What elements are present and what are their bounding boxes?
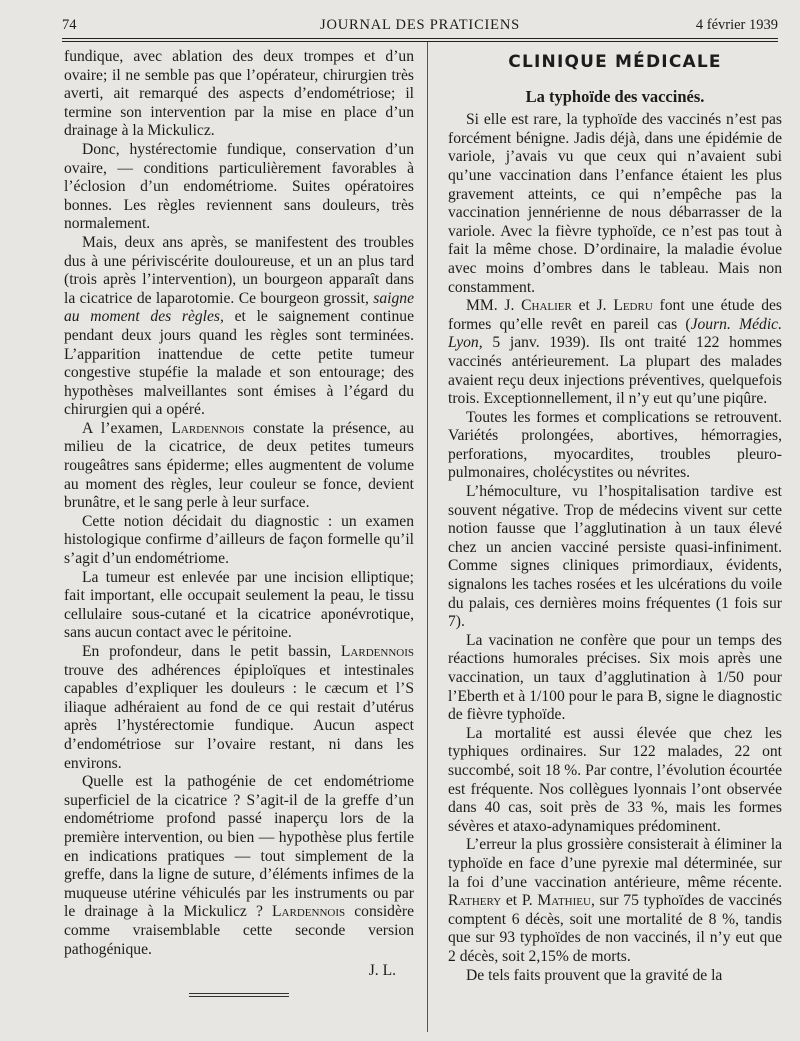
page-header <box>62 17 778 37</box>
paragraph: La vacination ne confère que pour un temps des réactions humorales précises. Six mois après une vaccination, un taux d’agglutination à 1/50 pour l’Eberth et à 1/100 pour le para B, signe le diagnostic de fièvre typhoïde. <box>448 631 782 724</box>
end-rule <box>189 993 289 997</box>
text-run: En profondeur, dans le petit bassin, <box>82 643 341 660</box>
header-rule-thin <box>62 41 778 42</box>
issue-date: 4 février 1939 <box>695 17 778 33</box>
left-column <box>64 48 414 997</box>
author-name: Rathery <box>448 892 502 910</box>
text-run: Mais, deux ans après, se manifestent des troubles dus à une périviscérite douloureuse, et un an plus tard (trois après l’intervention), un bourgeon apparaît dans la cicatrice de laparotomie. Ce bourgeon grossit, <box>64 233 414 307</box>
paragraph <box>64 773 414 959</box>
text-run: et P. <box>501 892 538 910</box>
text-run: , sur 75 typhoïdes de vaccinés comptent 6 décès, soit une mortalité de 8 %, tandis que sur 93 typhoïdes de non vaccinés, il n’y eut que 2 décès, soit 2,15% de morts. <box>448 892 782 965</box>
paragraph: Cette notion décidait du diagnostic : un examen histologique confirme d’ailleurs de façon formelle qu’il s’agit d’un endométriome. <box>64 512 414 568</box>
article-title: La typhoïde des vaccinés. <box>525 86 705 106</box>
page-number: 74 <box>62 17 77 33</box>
text-run: trouve des adhérences épiploïques et intestinales capables d’expliquer les douleurs : le cæcum et l’S iliaque adhéraient au fond de ce qui restait d’utérus après l’hystérectomie fundique. Aucun aspect d’endométriose sur l’ovaire restant, ni dans les environs. <box>64 661 414 772</box>
text-run: A l’examen, <box>82 419 172 437</box>
paragraph <box>64 420 414 513</box>
section-title: CLINIQUE MÉDICALE <box>508 52 722 72</box>
paragraph: L’hémoculture, vu l’hospitalisation tardive est souvent négative. Trop de médecins vivent sur cette notion fausse que l’agglutination à un taux élevé chez un ancien vacciné persiste quasi-infiniment. Comme signes cliniques primordiaux, évidents, signalons les taches rosées et les ulcérations du voile du palais, ces dernières moins fréquentes (1 fois sur 7). <box>448 483 782 631</box>
author-name: Lardennois <box>272 903 346 921</box>
journal-reference: Journ. Médic. Lyon, <box>448 315 782 352</box>
text-run: MM. J. <box>466 297 522 315</box>
paragraph <box>448 836 782 966</box>
text-run: L’erreur la plus grossière consisterait à éliminer la typhoïde en face d’une pyrexie mal déterminée, sur la foi d’une vaccination antérieure, même récente. <box>448 836 782 891</box>
text-run: font une étude des formes qu’elle revêt en pareil cas ( <box>448 297 782 333</box>
italic-text: saigne au moment des règles, <box>64 289 414 326</box>
text-run: et J. <box>571 297 614 315</box>
right-column <box>448 48 782 985</box>
text-run: Quelle est la pathogénie de cet endométriome superficiel de la cicatrice ? S’agit-il de la greffe d’un endométriome profond passé inaperçu lors de la première intervention, ou bien — hypothèse plus fertile en indications pratiques — tout simplement de la greffe, dans la ligne de suture, d’éléments infimes de la muqueuse utérine véhiculés par les instruments ou par le drainage à la Mickulicz ? <box>64 773 414 921</box>
author-name: Chalier <box>521 297 572 315</box>
paragraph: Donc, hystérectomie fundique, conservation d’un ovaire, — conditions particulièrement favorables à l’éclosion d’un endométriome. Suites opératoires bonnes. Les règles reviennent sans douleurs, très normalement. <box>64 140 414 233</box>
text-run: considère comme vraisemblable cette seconde version pathogénique. <box>64 903 415 958</box>
author-name: Lardennois <box>340 643 414 660</box>
text-run: et le saignement continue pendant deux jours quand les règles sont terminées. L’apparition inattendue de cette petite tumeur congestive stupéfie la malade et son entourage; des hypothèses malveillantes sont émises à l’égard du chirurgien qui a opéré. <box>64 308 414 419</box>
paragraph: De tels faits prouvent que la gravité de la <box>466 966 723 984</box>
paragraph: La tumeur est enlevée par une incision elliptique; fait important, elle occupait seulement la peau, le tissu cellulaire sous-cutané et la cicatrice aponévrotique, sans aucun contact avec le péritoine. <box>64 568 414 642</box>
paragraph: Toutes les formes et complications se retrouvent. Variétés prolongées, abortives, hémorragies, perforations, myocardites, troubles pleuro-pulmonaires, cholécystites ou névrites. <box>448 408 782 482</box>
paragraph: Si elle est rare, la typhoïde des vaccinés n’est pas forcément bénigne. Jadis déjà, dans une épidémie de variole, j’avais vu que ceux qui n’avaient subi qu’une vaccination dans l’enfance étaient les plus gravement atteints, ce qui n’empêche pas la vaccination jennérienne de nous débarrasser de la variole. Avec la fièvre typhoïde, ce n’est pas tout à fait la même chose. D’ordinaire, la maladie évolue avec moins d’ombres dans le tableau. Mais non constamment. <box>448 111 782 296</box>
paragraph: La mortalité est aussi élevée que chez les typhiques ordinaires. Sur 122 malades, 22 ont succombé, soit 18 %. Par contre, l’évolution écourtée est fréquente. Nos collègues lyonnais l’ont observée dans 40 cas, soit près de 33 %, mais les formes sévères et ataxo-adynamiques prédominent. <box>448 724 782 835</box>
signature: J. L. <box>368 962 396 980</box>
header-rule <box>62 38 778 39</box>
paragraph <box>64 643 414 773</box>
text-run: constate la présence, au milieu de la cicatrice, de deux petites tumeurs rougeâtres sans épiderme; elles augmentent de volume au moment des règles, leur couleur se fonce, devient brunâtre, et le sang perle à leur surface. <box>64 419 414 512</box>
paragraph <box>64 234 414 420</box>
column-separator <box>427 42 428 1032</box>
text-run: 5 janv. 1939). Ils ont traité 122 hommes vaccinés antérieurement. La plupart des malades avaient reçu deux injections préventives, quelquefois trois. Exceptionnellement, il n’y eut qu’une piqûre. <box>448 334 782 408</box>
journal-title: JOURNAL DES PRATICIENS <box>320 17 520 33</box>
paragraph: fundique, avec ablation des deux trompes et d’un ovaire; il ne semble pas que l’opérateur, chirurgien très averti, ait remarqué des aspects d’endométriose; il termine son intervention par la mise en place d’un drainage à la Mickulicz. <box>64 48 414 140</box>
author-name: Mathieu <box>537 892 591 910</box>
author-name: Lardennois <box>171 419 245 437</box>
paragraph <box>448 297 782 409</box>
author-name: Ledru <box>613 297 653 315</box>
